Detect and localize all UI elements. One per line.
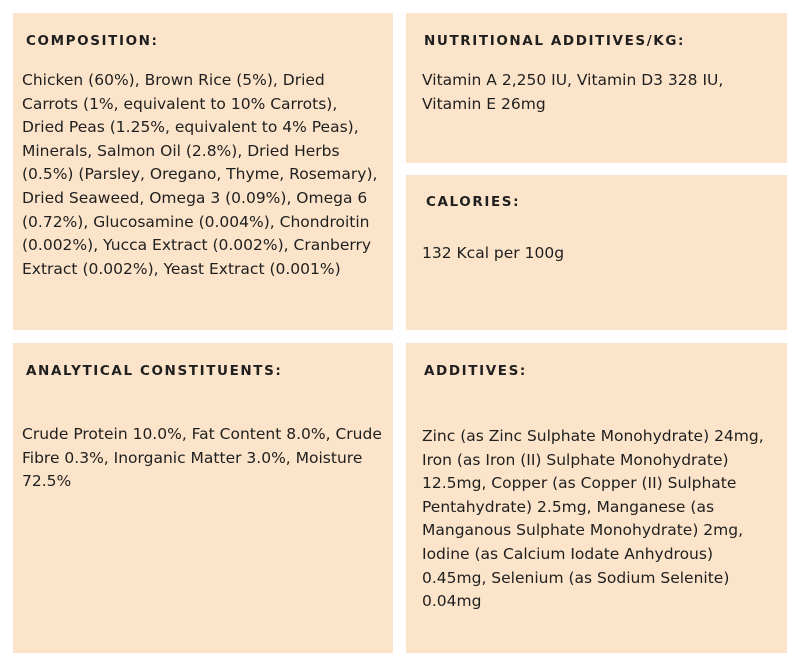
additives-panel	[406, 343, 787, 653]
calories-heading: CALORIES:	[426, 194, 521, 210]
analytical-constituents-text: Crude Protein 10.0%, Fat Content 8.0%, Crude Fibre 0.3%, Inorganic Matter 3.0%, Moisture 72.5%	[22, 425, 382, 491]
additives-text: Zinc (as Zinc Sulphate Monohydrate) 24mg, Iron (as Iron (II) Sulphate Monohydrate) 12.5mg, Copper (as Copper (II) Sulphate Pentahydrate) 2.5mg, Manganese (as Manganous Sulphate Monohydrate) 2mg, Iodine (as Calcium Iodate Anhydrous) 0.45mg, Selenium (as Sodium Selenite) 0.04mg	[422, 427, 764, 611]
analytical-constituents-panel	[13, 343, 393, 653]
composition-heading: COMPOSITION:	[26, 33, 159, 49]
calories-panel	[406, 175, 787, 330]
nutritional-additives-panel	[406, 13, 787, 163]
composition-text: Chicken (60%), Brown Rice (5%), Dried Carrots (1%, equivalent to 10% Carrots), Dried Peas (1.25%, equivalent to 4% Peas), Minerals, Salmon Oil (2.8%), Dried Herbs (0.5%) (Parsley, Oregano, Thyme, Rosemary), Dried Seaweed, Omega 3 (0.09%), Omega 6 (0.72%), Glucosamine (0.004%), Chondroitin (0.002%), Yucca Extract (0.002%), Cranberry Extract (0.002%), Yeast Extract (0.001%)	[22, 71, 378, 278]
calories-text: 132 Kcal per 100g	[422, 244, 565, 262]
nutritional-additives-heading: NUTRITIONAL ADDITIVES/KG:	[424, 33, 686, 49]
nutritional-additives-text: Vitamin A 2,250 IU, Vitamin D3 328 IU, Vitamin E 26mg	[422, 71, 724, 113]
additives-heading: ADDITIVES:	[424, 363, 527, 379]
composition-panel	[13, 13, 393, 330]
analytical-constituents-heading: ANALYTICAL CONSTITUENTS:	[26, 363, 283, 379]
